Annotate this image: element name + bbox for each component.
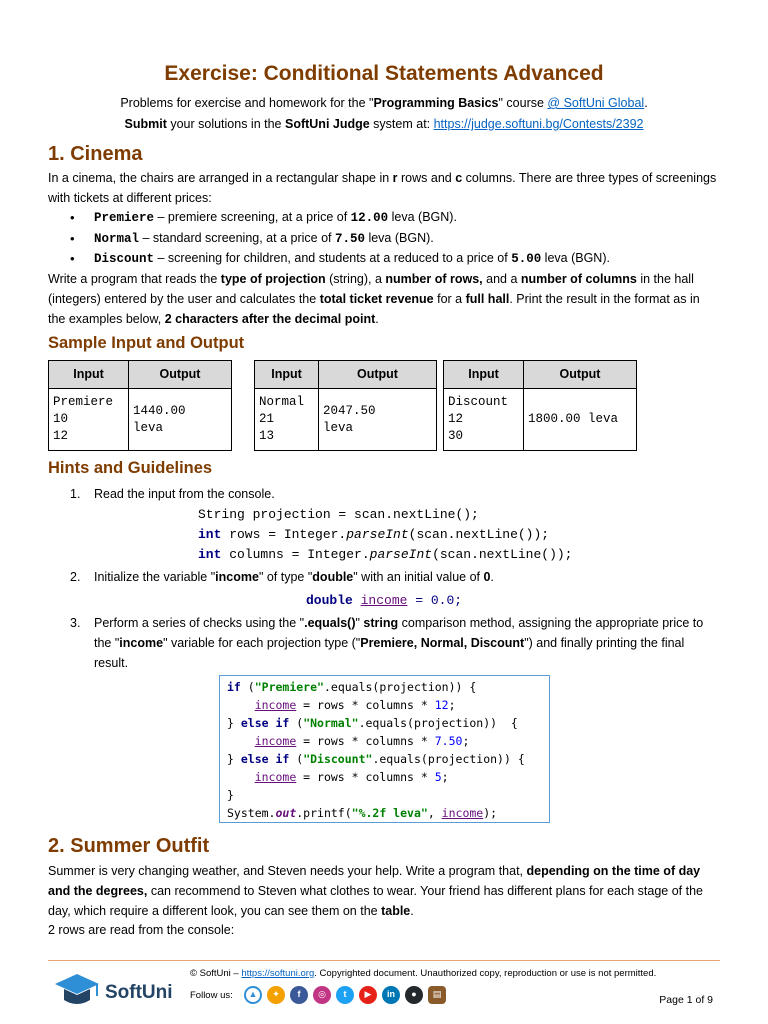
sample-output: 2047.50 leva	[319, 389, 437, 451]
linkedin-icon[interactable]: in	[382, 986, 400, 1004]
sample-table-1: Input Output Premiere 10 12 1440.00 leva	[48, 360, 232, 451]
facebook-icon[interactable]: f	[290, 986, 308, 1004]
softuni-creative-icon[interactable]: ✦	[267, 986, 285, 1004]
list-item: • Premiere – premiere screening, at a price of 12.00 leva (BGN).	[70, 208, 610, 229]
sample-input: Discount 12 30	[444, 389, 524, 451]
github-icon[interactable]: ●	[405, 986, 423, 1004]
sample-io-heading: Sample Input and Output	[48, 334, 245, 352]
hint-step-1: 1. Read the input from the console.	[70, 487, 275, 501]
sample-output: 1440.00 leva	[129, 389, 232, 451]
follow-us-label: Follow us:	[190, 990, 233, 1001]
footer-divider	[48, 960, 720, 961]
footer-copyright: © SoftUni – https://softuni.org. Copyrighted document. Unauthorized copy, reproduction or use is not permitted.	[190, 968, 657, 979]
instagram-icon[interactable]: ◎	[313, 986, 331, 1004]
softuni-cap-icon[interactable]: ▲	[244, 986, 262, 1004]
sample-input: Normal 21 13	[255, 389, 319, 451]
cinema-task: Write a program that reads the type of projection (string), a number of rows, and a number of columns in the hall (integers) entered by the user and calculates the total ticket revenue for a full hall. Print the result in the format as in the examples below, 2 characters after the decimal point.	[48, 272, 700, 326]
subtitle-line-1: Problems for exercise and homework for the "Programming Basics" course @ SoftUni Global.	[120, 96, 648, 110]
social-links	[244, 986, 446, 1004]
code-snippet-conditions: if ("Premiere".equals(projection)) { income = rows * columns * 12; } else if ("Normal".equals(projection)) { income = rows * columns * 7.50; } else if ("Discount".equals(projection)) { income = rows * columns * 5; } System.out.printf("%.2f leva", income);	[219, 675, 550, 823]
hints-heading: Hints and Guidelines	[48, 459, 213, 477]
hint-step-3: 3. Perform a series of checks using the ".equals()" string comparison method, assigning the appropriate price to the "income" variable for each projection type ("Premiere, Normal, Discount") and finally printing the final result.	[70, 616, 704, 670]
sample-table-3: Input Output Discount 12 30 1800.00 leva	[443, 360, 637, 451]
twitter-icon[interactable]: t	[336, 986, 354, 1004]
sample-input: Premiere 10 12	[49, 389, 129, 451]
page-title: Exercise: Conditional Statements Advanced	[164, 62, 604, 85]
sample-table-2: Input Output Normal 21 13 2047.50 leva	[254, 360, 437, 451]
softuni-logo-text: SoftUni	[105, 982, 173, 1003]
subtitle-line-2: Submit your solutions in the SoftUni Judge system at: https://judge.softuni.bg/Contests/2392	[124, 117, 644, 131]
softuni-org-link[interactable]: https://softuni.org	[241, 968, 315, 979]
list-item: • Discount – screening for children, and students at a reduced to a price of 5.00 leva (BGN).	[70, 249, 610, 270]
hint-step-2: 2. Initialize the variable "income" of type "double" with an initial value of 0.	[70, 570, 494, 584]
code-read-projection: String projection = scan.nextLine();	[198, 507, 479, 522]
cinema-intro: In a cinema, the chairs are arranged in a rectangular shape in r rows and c columns. There are three types of screenings with tickets at different prices:	[48, 171, 717, 205]
list-item: • Normal – standard screening, at a price of 7.50 leva (BGN).	[70, 229, 610, 250]
summer-rows-note: 2 rows are read from the console:	[48, 923, 235, 937]
book-icon[interactable]: ▤	[428, 986, 446, 1004]
code-read-rows: int rows = Integer.parseInt(scan.nextLine());	[198, 527, 550, 542]
section-heading-cinema: 1. Cinema	[48, 143, 143, 165]
youtube-icon[interactable]: ▶	[359, 986, 377, 1004]
code-read-columns: int columns = Integer.parseInt(scan.nextLine());	[198, 547, 573, 562]
section-heading-summer-outfit: 2. Summer Outfit	[48, 835, 210, 857]
softuni-global-link[interactable]: @ SoftUni Global	[547, 96, 645, 110]
page-number: Page 1 of 9	[659, 994, 713, 1006]
screening-types-list	[70, 208, 610, 270]
sample-output: 1800.00 leva	[524, 389, 637, 451]
judge-contest-link[interactable]: https://judge.softuni.bg/Contests/2392	[433, 117, 644, 131]
summer-intro: Summer is very changing weather, and Steven needs your help. Write a program that, depending on the time of day and the degrees, can recommend to Steven what clothes to wear. Your friend has different plans for each stage of the day, which require a different look, you can see them on the table.	[48, 864, 704, 918]
code-init-income: double income = 0.0;	[306, 593, 463, 608]
